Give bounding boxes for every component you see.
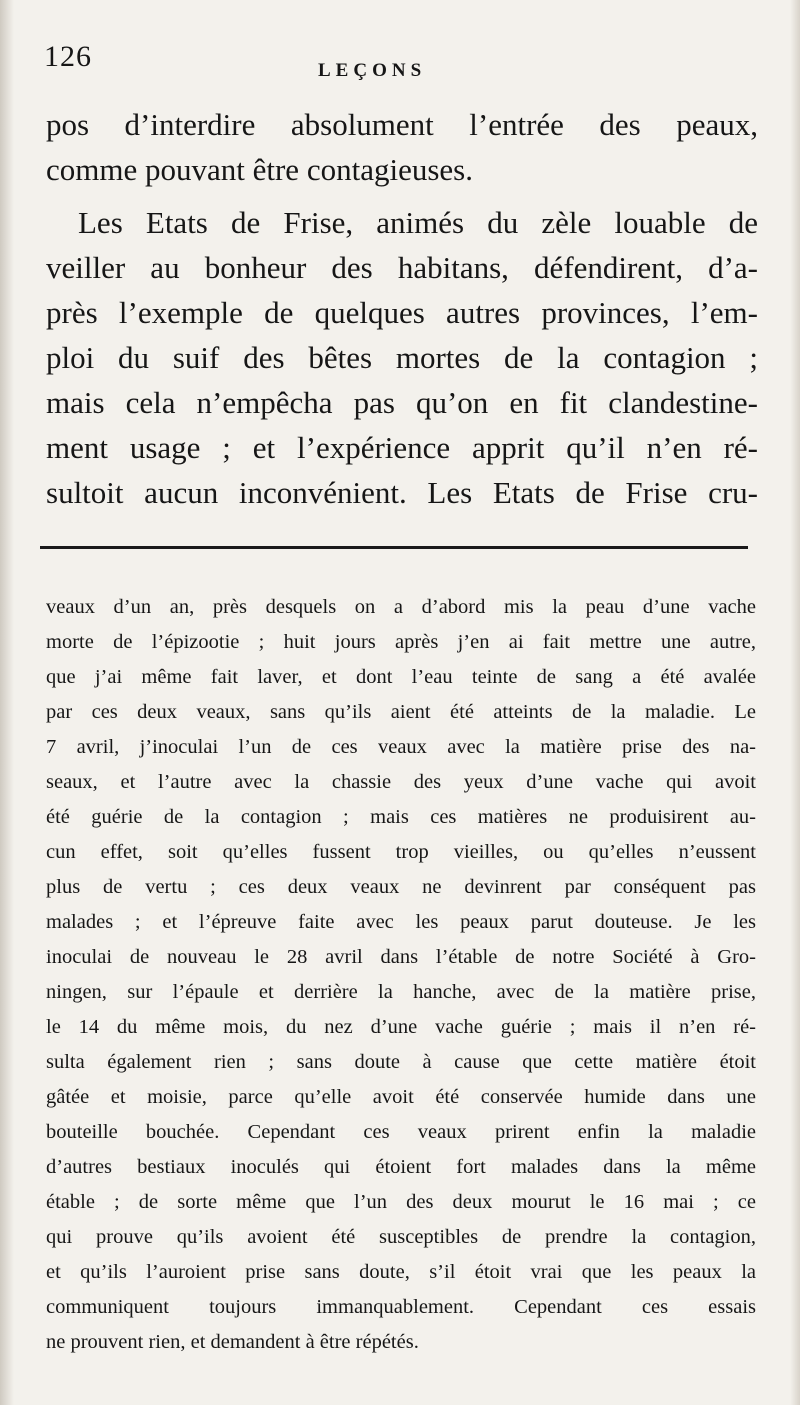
- footnote-line: malades ; et l’épreuve faite avec les peaux parut douteuse. Je les: [46, 911, 756, 933]
- footnote-line: que j’ai même fait laver, et dont l’eau teinte de sang a été avalée: [46, 666, 756, 688]
- footnote-line: cun effet, soit qu’elles fussent trop vieilles, ou qu’elles n’eussent: [46, 841, 756, 863]
- footnote-line: inoculai de nouveau le 28 avril dans l’étable de notre Société à Gro-: [46, 946, 756, 968]
- footnote-line: communiquent toujours immanquablement. Cependant ces essais: [46, 1296, 756, 1318]
- main-text-line: comme pouvant être contagieuses.: [46, 152, 473, 187]
- footnote-line: 7 avril, j’inoculai l’un de ces veaux avec la matière prise des na-: [46, 736, 756, 758]
- footnote-line: morte de l’épizootie ; huit jours après j’en ai fait mettre une autre,: [46, 631, 756, 653]
- main-text-line: mais cela n’empêcha pas qu’on en fit clandestine-: [46, 385, 758, 420]
- footnote-line: ningen, sur l’épaule et derrière la hanche, avec de la matière prise,: [46, 981, 756, 1003]
- footnote-line: plus de vertu ; ces deux veaux ne devinrent par conséquent pas: [46, 876, 756, 898]
- page-edge-shadow-left: [0, 0, 14, 1405]
- footnote-separator-rule: [40, 546, 748, 549]
- main-text-line: près l’exemple de quelques autres provinces, l’em-: [46, 295, 758, 330]
- footnote-line: par ces deux veaux, sans qu’ils aient été atteints de la maladie. Le: [46, 701, 756, 723]
- main-text-line: Les Etats de Frise, animés du zèle louable de: [78, 205, 758, 240]
- footnote-line: bouteille bouchée. Cependant ces veaux prirent enfin la maladie: [46, 1121, 756, 1143]
- footnote-line: gâtée et moisie, parce qu’elle avoit été conservée humide dans une: [46, 1086, 756, 1108]
- footnote-line: le 14 du même mois, du nez d’une vache guérie ; mais il n’en ré-: [46, 1016, 756, 1038]
- footnote-line: seaux, et l’autre avec la chassie des yeux d’une vache qui avoit: [46, 771, 756, 793]
- main-text-line: veiller au bonheur des habitans, défendirent, d’a-: [46, 250, 758, 285]
- running-head: LEÇONS: [318, 60, 427, 81]
- main-text-line: pos d’interdire absolument l’entrée des peaux,: [46, 107, 758, 142]
- main-text-line: ment usage ; et l’expérience apprit qu’il n’en ré-: [46, 430, 758, 465]
- footnote-line: ne prouvent rien, et demandent à être répétés.: [46, 1331, 419, 1353]
- footnote-line: sulta également rien ; sans doute à cause que cette matière étoit: [46, 1051, 756, 1073]
- main-text: [46, 102, 758, 515]
- footnote-line: été guérie de la contagion ; mais ces matières ne produisirent au-: [46, 806, 756, 828]
- page-edge-shadow-right: [790, 0, 800, 1405]
- page-number: 126: [44, 40, 92, 73]
- footnote-line: et qu’ils l’auroient prise sans doute, s’il étoit vrai que les peaux la: [46, 1261, 756, 1283]
- paragraph-gap: [46, 192, 758, 200]
- main-text-line: ploi du suif des bêtes mortes de la contagion ;: [46, 340, 758, 375]
- footnote-line: étable ; de sorte même que l’un des deux mourut le 16 mai ; ce: [46, 1191, 756, 1213]
- footnote: [46, 590, 756, 1360]
- main-text-line: sultoit aucun inconvénient. Les Etats de Frise cru-: [46, 475, 758, 510]
- footnote-line: qui prouve qu’ils avoient été susceptibles de prendre la contagion,: [46, 1226, 756, 1248]
- footnote-line: d’autres bestiaux inoculés qui étoient fort malades dans la même: [46, 1156, 756, 1178]
- footnote-line: veaux d’un an, près desquels on a d’abord mis la peau d’une vache: [46, 596, 756, 618]
